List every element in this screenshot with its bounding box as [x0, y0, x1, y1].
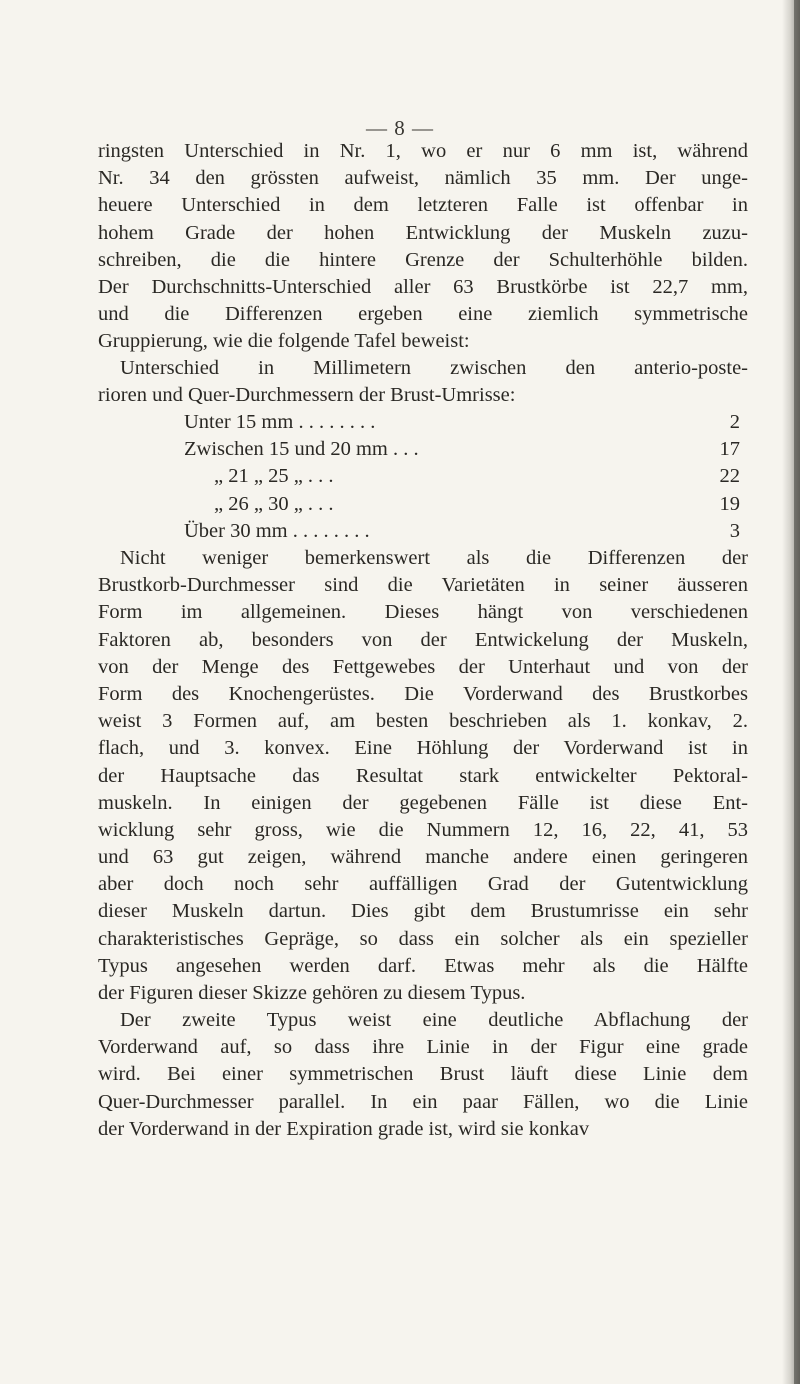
paragraph-1-line: heuere Unterschied in dem letzteren Falle ist offenbar in [98, 194, 748, 217]
page-number: — 8 — [366, 116, 434, 140]
table-row [98, 518, 748, 545]
paragraph-2 [98, 545, 748, 1007]
paragraph-1-line: Der Durchschnitts-Unterschied aller 63 Brustkörbe ist 22,7 mm, [98, 275, 748, 298]
table-row-label: Zwischen 15 und 20 mm . . . [184, 438, 419, 461]
paragraph-2-line: Nicht weniger bemerkenswert als die Differenzen der [120, 547, 748, 569]
difference-table [98, 409, 748, 545]
table-row [98, 463, 748, 490]
paragraph-2-line: Typus angesehen werden darf. Etwas mehr als die Hälfte [98, 954, 748, 977]
paragraph-2-line: dieser Muskeln dartun. Dies gibt dem Brustumrisse ein sehr [98, 900, 748, 923]
table-row-value: 22 [719, 465, 740, 488]
table-row [98, 436, 748, 463]
table-row-label: Unter 15 mm . . . . . . . . [184, 411, 376, 433]
table-row [98, 491, 748, 518]
paragraph-3 [98, 1007, 748, 1143]
table-row-label: „ 26 „ 30 „ . . . [214, 492, 334, 515]
paragraph-2-line: und 63 gut zeigen, während manche andere einen geringeren [98, 846, 748, 869]
paragraph-2-line: Faktoren ab, besonders von der Entwickelung der Muskeln, [98, 628, 748, 651]
table-row-label: „ 21 „ 25 „ . . . [214, 465, 334, 488]
paragraph-2-line: Brustkorb-Durchmesser sind die Varietäten in seiner äusseren [98, 574, 748, 597]
paragraph-1-line: schreiben, die die hintere Grenze der Schulterhöhle bilden. [98, 248, 748, 271]
page-edge-mark [794, 0, 800, 1384]
table-row-value: 2 [729, 411, 740, 433]
table-row-value: 17 [719, 438, 740, 461]
paragraph-1-line: Gruppierung, wie die folgende Tafel beweist: [98, 330, 470, 353]
table-heading [98, 355, 748, 409]
table-row-label: Über 30 mm . . . . . . . . [184, 519, 370, 542]
paragraph-2-line: Form im allgemeinen. Dieses hängt von verschiedenen [98, 601, 748, 624]
paragraph-2-line: von der Menge des Fettgewebes der Unterhaut und von der [98, 655, 748, 678]
paragraph-3-line: der Vorderwand in der Expiration grade ist, wird sie konkav [98, 1117, 590, 1140]
paragraph-2-line: wicklung sehr gross, wie die Nummern 12, 16, 22, 41, 53 [98, 818, 748, 841]
paragraph-2-line: flach, und 3. konvex. Eine Höhlung der Vorderwand ist in [98, 737, 748, 760]
paragraph-1-line: Nr. 34 den grössten aufweist, nämlich 35 mm. Der unge- [98, 167, 748, 190]
paragraph-2-line: der Figuren dieser Skizze gehören zu diesem Typus. [98, 982, 526, 1004]
paragraph-1-line: ringsten Unterschied in Nr. 1, wo er nur 6 mm ist, während [98, 140, 748, 162]
paragraph-2-line: Form des Knochengerüstes. Die Vorderwand des Brustkorbes [98, 682, 748, 705]
paragraph-3-line: wird. Bei einer symmetrischen Brust läuft diese Linie dem [98, 1063, 748, 1086]
paragraph-3-line: Vorderwand auf, so dass ihre Linie in der Figur eine grade [98, 1036, 748, 1059]
paragraph-2-line: weist 3 Formen auf, am besten beschrieben als 1. konkav, 2. [98, 710, 748, 733]
paragraph-3-line: Quer-Durchmesser parallel. In ein paar Fällen, wo die Linie [98, 1090, 748, 1113]
paragraph-2-line: charakteristisches Gepräge, so dass ein solcher als ein spezieller [98, 927, 748, 950]
table-row-value: 3 [729, 519, 740, 542]
table-row [98, 409, 748, 436]
paragraph-2-line: der Hauptsache das Resultat stark entwickelter Pektoral- [98, 764, 748, 787]
table-heading-line: rioren und Quer-Durchmessern der Brust-Umrisse: [98, 384, 516, 407]
paragraph-2-line: aber doch noch sehr auffälligen Grad der Gutentwicklung [98, 873, 748, 896]
table-heading-line: Unterschied in Millimetern zwischen den anterio-poste- [120, 357, 748, 379]
paragraph-1-line: hohem Grade der hohen Entwicklung der Muskeln zuzu- [98, 221, 748, 244]
paragraph-2-line: muskeln. In einigen der gegebenen Fälle ist diese Ent- [98, 791, 748, 814]
table-row-value: 19 [719, 492, 740, 515]
paragraph-1 [98, 138, 748, 356]
paragraph-1-line: und die Differenzen ergeben eine ziemlich symmetrische [98, 303, 748, 326]
paragraph-3-line: Der zweite Typus weist eine deutliche Abflachung der [120, 1009, 748, 1031]
